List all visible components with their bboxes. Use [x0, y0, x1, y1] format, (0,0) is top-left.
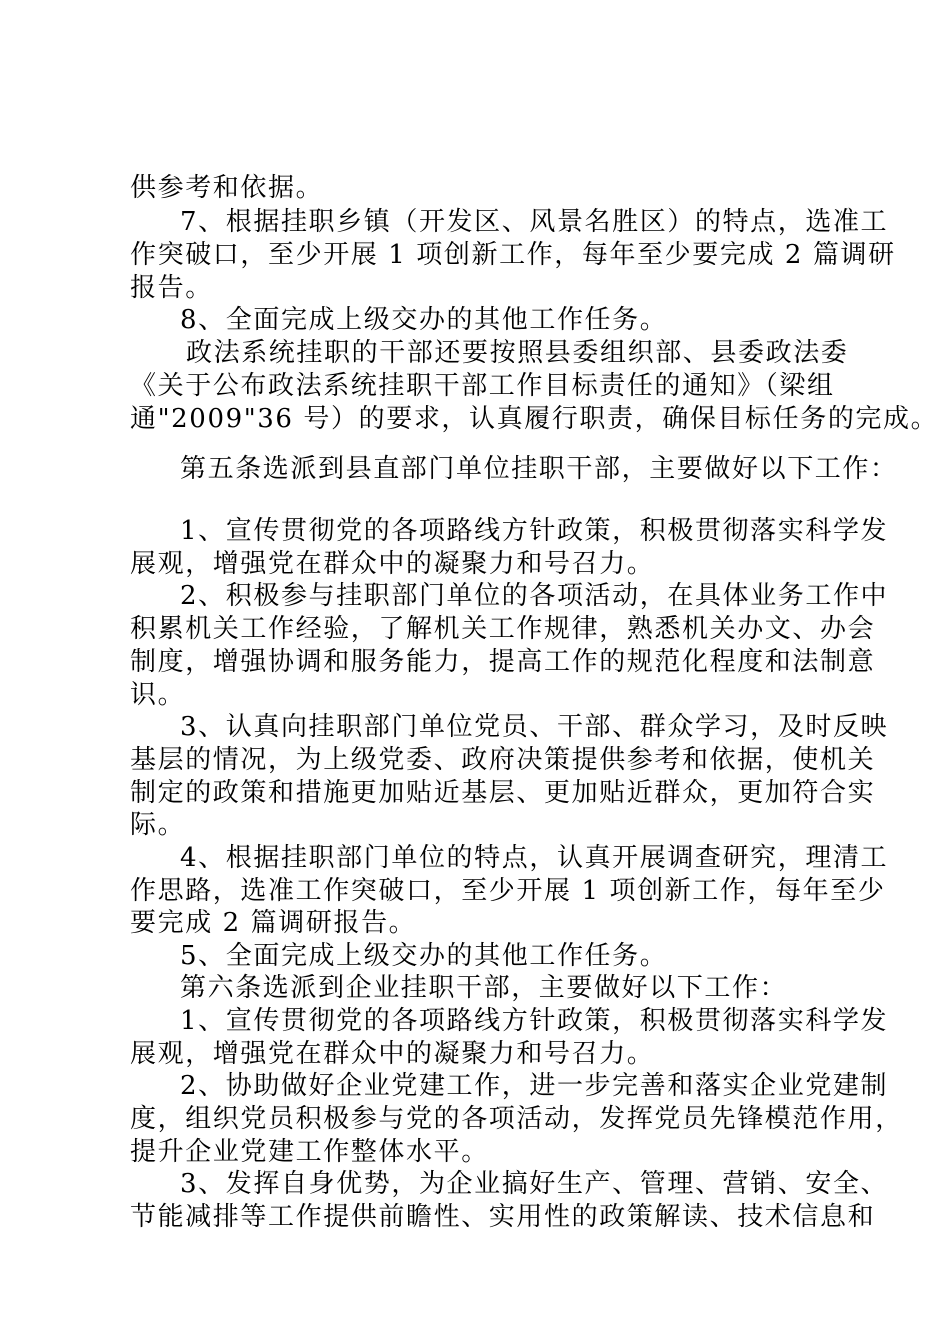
text-line: 1、宣传贯彻党的各项路线方针政策，积极贯彻落实科学发	[180, 1006, 889, 1036]
text-line: 报告。	[130, 273, 213, 303]
text-line: 2、积极参与挂职部门单位的各项活动，在具体业务工作中	[180, 581, 889, 611]
text-line: 供参考和依据。	[130, 173, 324, 203]
text-line: 基层的情况，为上级党委、政府决策提供参考和依据，使机关	[130, 745, 876, 775]
text-line: 展观，增强党在群众中的凝聚力和号召力。	[130, 549, 655, 579]
text-line: 4、根据挂职部门单位的特点，认真开展调查研究，理清工	[180, 843, 889, 873]
text-line: 3、认真向挂职部门单位党员、干部、群众学习，及时反映	[180, 712, 889, 742]
text-line: 通"2009"36 号）的要求，认真履行职责，确保目标任务的完成。	[130, 404, 939, 434]
text-line: 制定的政策和措施更加贴近基层、更加贴近群众，更加符合实	[130, 778, 876, 808]
text-line: 积累机关工作经验，了解机关工作规律，熟悉机关办文、办会	[130, 614, 876, 644]
text-line: 5、全面完成上级交办的其他工作任务。	[180, 941, 668, 971]
section-heading: 第六条选派到企业挂职干部，主要做好以下工作：	[180, 973, 788, 1003]
text-line: 际。	[130, 810, 186, 840]
text-line: 识。	[130, 680, 186, 710]
text-line: 制度，增强协调和服务能力，提高工作的规范化程度和法制意	[130, 647, 876, 677]
text-line: 3、发挥自身优势，为企业搞好生产、管理、营销、安全、	[180, 1169, 889, 1199]
section-heading: 第五条选派到县直部门单位挂职干部，主要做好以下工作：	[180, 454, 898, 484]
text-line: 度，组织党员积极参与党的各项活动，发挥党员先锋模范作用，	[130, 1104, 903, 1134]
text-line: 7、根据挂职乡镇（开发区、风景名胜区）的特点，选准工	[180, 207, 889, 237]
text-line: 作突破口，至少开展 1 项创新工作，每年至少要完成 2 篇调研	[130, 240, 896, 270]
text-line: 8、全面完成上级交办的其他工作任务。	[180, 305, 668, 335]
text-line: 1、宣传贯彻党的各项路线方针政策，积极贯彻落实科学发	[180, 516, 889, 546]
text-line: 政法系统挂职的干部还要按照县委组织部、县委政法委	[186, 338, 849, 368]
text-line: 提升企业党建工作整体水平。	[130, 1137, 489, 1167]
text-line: 展观，增强党在群众中的凝聚力和号召力。	[130, 1039, 655, 1069]
text-line: 2、协助做好企业党建工作，进一步完善和落实企业党建制	[180, 1071, 889, 1101]
text-line: 作思路，选准工作突破口，至少开展 1 项创新工作，每年至少	[130, 876, 886, 906]
text-line: 要完成 2 篇调研报告。	[130, 908, 417, 938]
text-line: 节能减排等工作提供前瞻性、实用性的政策解读、技术信息和	[130, 1202, 876, 1232]
text-line: 《关于公布政法系统挂职干部工作目标责任的通知》（梁组	[130, 371, 835, 401]
